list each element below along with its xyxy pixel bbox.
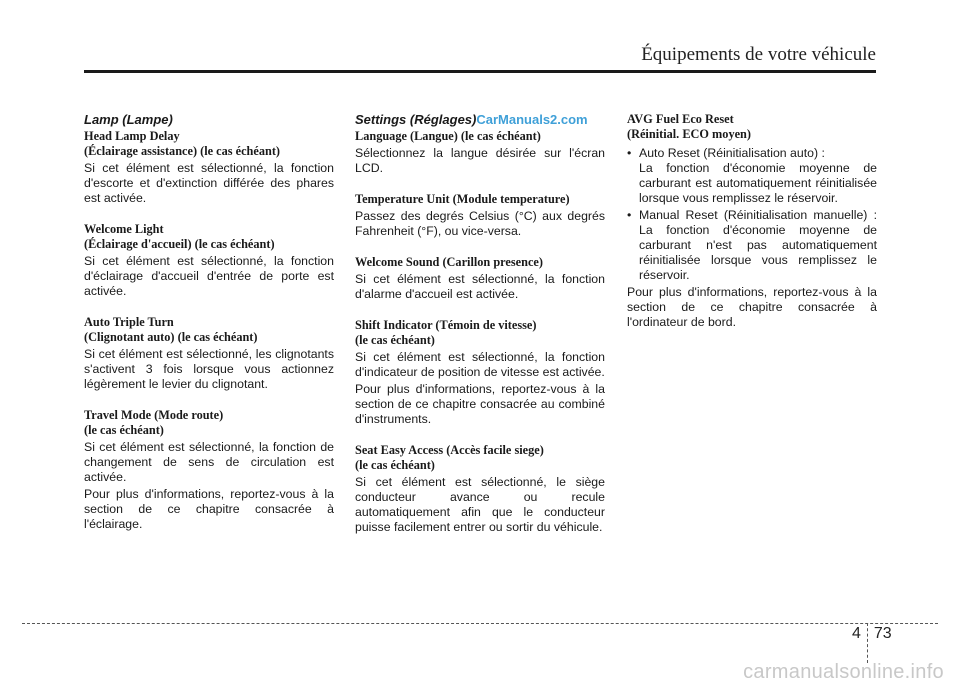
item-text: Si cet élément est sélectionné, le siège conducteur avance ou recule automatiquement afin que le conducteur puisse facilement entrer ou sortir du véhicule. <box>355 475 605 534</box>
item-text: Si cet élément est sélectionné, la fonction d'escorte et d'extinction différée des phares est activée. <box>84 161 334 205</box>
item-heading: Welcome Sound (Carillon presence) <box>355 255 543 269</box>
item-text: Si cet élément est sélectionné, la fonction de changement de sens de circulation est activée. <box>84 440 334 484</box>
item-heading: Auto Triple Turn <box>84 315 174 329</box>
item-heading: (le cas échéant) <box>355 333 435 347</box>
list-item <box>627 208 877 283</box>
page-number-value: 73 <box>873 625 892 642</box>
item-text: Pour plus d'informations, reportez-vous à la section de ce chapitre consacrée à l'ordinateur de bord. <box>627 285 877 329</box>
chapter-number: 4 <box>852 625 861 642</box>
item-welcome-light <box>84 222 334 299</box>
list-item <box>627 146 877 206</box>
item-heading: (le cas échéant) <box>84 423 164 437</box>
item-text: Pour plus d'informations, reportez-vous à la section de ce chapitre consacrée à l'éclairage. <box>84 487 334 531</box>
section-title-lamp: Lamp (Lampe) <box>84 112 173 127</box>
page-number <box>852 623 892 645</box>
item-heading: Shift Indicator (Témoin de vitesse) <box>355 318 537 332</box>
item-heading: Welcome Light <box>84 222 164 236</box>
item-text: Pour plus d'informations, reportez-vous à la section de ce chapitre consacrée au combiné d'instruments. <box>355 382 605 426</box>
item-heading: (le cas échéant) <box>355 458 435 472</box>
section-title-settings <box>355 112 605 127</box>
watermark-footer: carmanualsonline.info <box>743 661 944 683</box>
item-temperature-unit <box>355 192 605 239</box>
item-heading: Head Lamp Delay <box>84 129 180 143</box>
item-heading: (Clignotant auto) (le cas échéant) <box>84 330 258 344</box>
column-2 <box>355 112 605 535</box>
bullet-icon: • <box>627 208 632 222</box>
item-auto-triple-turn <box>84 315 334 392</box>
watermark-logo: CarManuals2.com <box>476 112 588 127</box>
bullet-text-continued: La fonction d'économie moyenne de carburant est automatiquement réinitialisée lorsque vous remplissez le réservoir. <box>639 161 877 205</box>
header-rule <box>84 70 876 73</box>
item-shift-indicator <box>355 318 605 427</box>
bullet-list <box>627 146 877 283</box>
column-3 <box>627 112 877 330</box>
item-language <box>355 129 605 176</box>
item-heading: (Éclairage d'accueil) (le cas échéant) <box>84 237 275 251</box>
bullet-text: Manual Reset (Réinitialisation manuelle) : La fonction d'économie moyenne de carburant n'est pas automatiquement réinitialisée lorsque vous remplissez le réservoir. <box>639 208 877 282</box>
bullet-icon: • <box>627 146 632 160</box>
column-1 <box>84 112 334 532</box>
page-header-title: Équipements de votre véhicule <box>641 44 876 65</box>
item-heading: Seat Easy Access (Accès facile siege) <box>355 443 544 457</box>
item-travel-mode <box>84 408 334 532</box>
item-heading: Temperature Unit (Module temperature) <box>355 192 570 206</box>
item-heading: Travel Mode (Mode route) <box>84 408 224 422</box>
item-heading: AVG Fuel Eco Reset <box>627 112 734 126</box>
item-text: Si cet élément est sélectionné, la fonction d'alarme d'accueil est activée. <box>355 272 605 301</box>
bullet-text: Auto Reset (Réinitialisation auto) : <box>639 146 825 160</box>
section-title-text: Settings (Réglages) <box>355 112 477 127</box>
item-text: Si cet élément est sélectionné, la fonction d'indicateur de position de vitesse est activée. <box>355 350 605 379</box>
item-text: Passez des degrés Celsius (°C) aux degrés Fahrenheit (°F), ou vice-versa. <box>355 209 605 238</box>
footer-rule <box>22 623 938 624</box>
item-seat-easy-access <box>355 443 605 535</box>
item-heading: (Éclairage assistance) (le cas échéant) <box>84 144 281 158</box>
item-heading: Language (Langue) (le cas échéant) <box>355 129 541 143</box>
item-welcome-sound <box>355 255 605 302</box>
item-head-lamp-delay <box>84 129 334 206</box>
item-heading: (Réinitial. ECO moyen) <box>627 127 751 141</box>
item-text: Sélectionnez la langue désirée sur l'écran LCD. <box>355 146 605 175</box>
item-text: Si cet élément est sélectionné, la fonction d'éclairage d'accueil d'entrée de porte est activée. <box>84 254 334 298</box>
item-text: Si cet élément est sélectionné, les clignotants s'activent 3 fois lorsque vous actionnez légèrement le levier du clignotant. <box>84 347 334 391</box>
